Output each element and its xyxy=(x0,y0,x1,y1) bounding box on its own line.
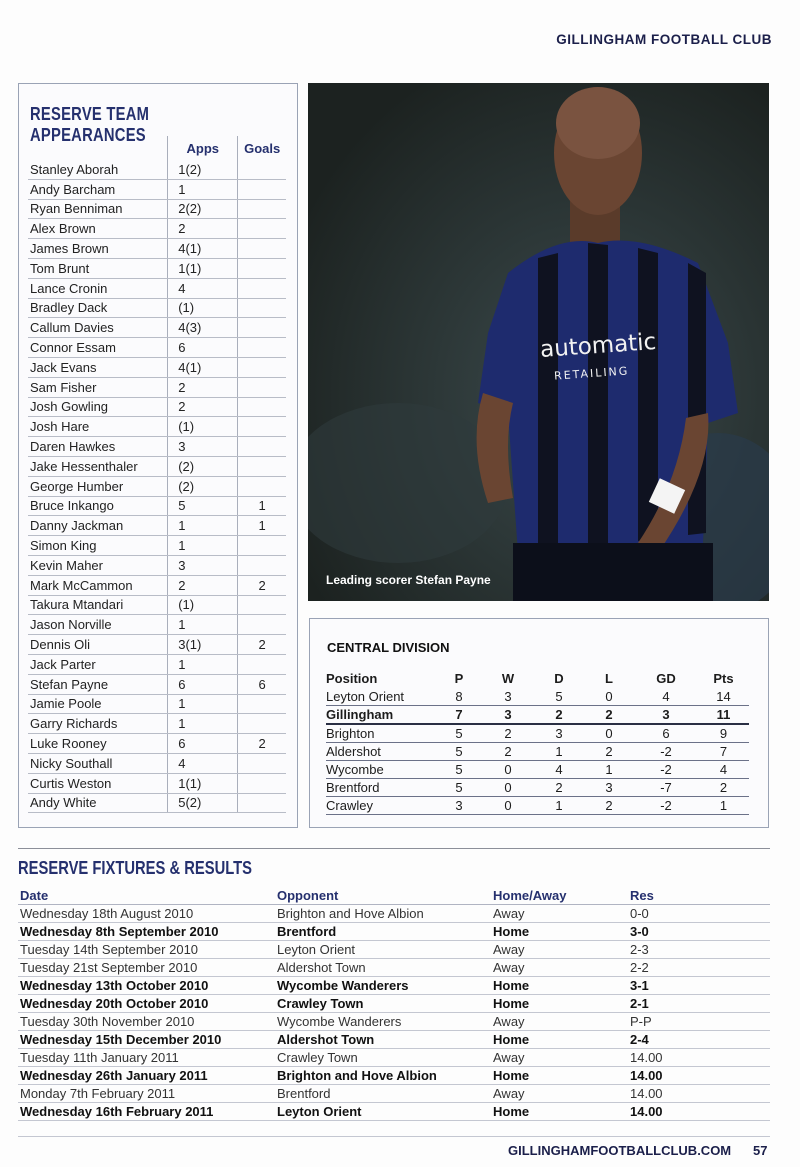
table-row xyxy=(18,1049,770,1067)
fixtures-header-res: Res xyxy=(628,886,770,905)
table-row xyxy=(28,258,286,278)
league-l: 3 xyxy=(584,779,634,797)
player-goals xyxy=(238,456,286,476)
player-name: Curtis Weston xyxy=(28,773,168,793)
fixture-date: Wednesday 16th February 2011 xyxy=(18,1103,275,1121)
fixture-venue: Home xyxy=(491,1067,628,1085)
player-name: Daren Hawkes xyxy=(28,437,168,457)
table-row xyxy=(326,724,749,743)
player-name: James Brown xyxy=(28,239,168,259)
table-row xyxy=(18,1085,770,1103)
league-d: 1 xyxy=(534,743,584,761)
player-name: Josh Hare xyxy=(28,417,168,437)
table-row xyxy=(18,959,770,977)
table-row xyxy=(28,239,286,259)
league-w: 2 xyxy=(482,743,534,761)
player-goals xyxy=(238,239,286,259)
league-w: 0 xyxy=(482,797,534,815)
table-row xyxy=(28,615,286,635)
fixture-result: P-P xyxy=(628,1013,770,1031)
fixture-date: Monday 7th February 2011 xyxy=(18,1085,275,1103)
fixture-result: 2-3 xyxy=(628,941,770,959)
player-apps: 2 xyxy=(168,377,238,397)
fixture-result: 14.00 xyxy=(628,1049,770,1067)
player-name: Ryan Benniman xyxy=(28,199,168,219)
league-d: 4 xyxy=(534,761,584,779)
table-row xyxy=(326,761,749,779)
table-row xyxy=(326,688,749,706)
player-goals xyxy=(238,219,286,239)
footer-divider xyxy=(18,1136,770,1137)
player-goals xyxy=(238,694,286,714)
sponsor-text: automatic xyxy=(539,328,658,364)
fixtures-table xyxy=(18,886,770,1121)
table-row xyxy=(28,179,286,199)
player-name: George Humber xyxy=(28,476,168,496)
league-l: 2 xyxy=(584,743,634,761)
league-pts: 2 xyxy=(698,779,749,797)
league-pts: 14 xyxy=(698,688,749,706)
player-apps: 6 xyxy=(168,338,238,358)
table-row xyxy=(28,357,286,377)
fixture-result: 2-1 xyxy=(628,995,770,1013)
league-l: 2 xyxy=(584,706,634,725)
fixture-result: 2-2 xyxy=(628,959,770,977)
player-apps: 3 xyxy=(168,555,238,575)
league-body xyxy=(326,688,749,815)
player-name: Bradley Dack xyxy=(28,298,168,318)
table-row xyxy=(28,753,286,773)
player-name: Stefan Payne xyxy=(28,674,168,694)
appearances-table xyxy=(28,136,286,813)
fixtures-body xyxy=(18,905,770,1121)
fixture-result: 2-4 xyxy=(628,1031,770,1049)
fixture-result: 14.00 xyxy=(628,1085,770,1103)
player-apps: 1(1) xyxy=(168,773,238,793)
sponsor-subtext: RETAILING xyxy=(553,364,630,383)
fixture-date: Wednesday 26th January 2011 xyxy=(18,1067,275,1085)
league-p: 5 xyxy=(436,761,482,779)
player-goals xyxy=(238,397,286,417)
player-goals xyxy=(238,753,286,773)
player-goals: 1 xyxy=(238,516,286,536)
fixture-venue: Home xyxy=(491,977,628,995)
player-name: Danny Jackman xyxy=(28,516,168,536)
table-row xyxy=(18,941,770,959)
league-d: 3 xyxy=(534,724,584,743)
table-row xyxy=(28,476,286,496)
league-w: 2 xyxy=(482,724,534,743)
league-l: 2 xyxy=(584,797,634,815)
player-apps: 1 xyxy=(168,694,238,714)
fixture-opponent: Aldershot Town xyxy=(275,959,491,977)
player-goals xyxy=(238,160,286,179)
fixture-opponent: Leyton Orient xyxy=(275,941,491,959)
table-row xyxy=(326,797,749,815)
apps-header-apps: Apps xyxy=(168,136,238,160)
player-goals xyxy=(238,179,286,199)
league-p: 8 xyxy=(436,688,482,706)
fixture-venue: Home xyxy=(491,1103,628,1121)
fixture-result: 14.00 xyxy=(628,1103,770,1121)
table-row xyxy=(28,734,286,754)
fixture-opponent: Aldershot Town xyxy=(275,1031,491,1049)
league-panel xyxy=(309,618,769,828)
player-apps: 1 xyxy=(168,615,238,635)
player-goals xyxy=(238,654,286,674)
fixture-opponent: Brighton and Hove Albion xyxy=(275,905,491,923)
fixture-date: Wednesday 18th August 2010 xyxy=(18,905,275,923)
player-name: Jamie Poole xyxy=(28,694,168,714)
table-row xyxy=(28,516,286,536)
league-p: 7 xyxy=(436,706,482,725)
league-pts: 11 xyxy=(698,706,749,725)
player-goals xyxy=(238,714,286,734)
player-apps: 1 xyxy=(168,654,238,674)
league-header-d: D xyxy=(554,671,564,686)
player-apps: 6 xyxy=(168,674,238,694)
player-apps: 2 xyxy=(168,575,238,595)
league-pts: 7 xyxy=(698,743,749,761)
league-header-p: P xyxy=(454,671,464,686)
league-gd: -2 xyxy=(634,761,698,779)
league-d: 2 xyxy=(534,706,584,725)
player-name: Tom Brunt xyxy=(28,258,168,278)
player-goals: 2 xyxy=(238,635,286,655)
player-photo xyxy=(308,83,769,601)
player-goals xyxy=(238,377,286,397)
player-goals xyxy=(238,278,286,298)
fixture-venue: Away xyxy=(491,1013,628,1031)
table-row xyxy=(28,674,286,694)
fixture-date: Tuesday 30th November 2010 xyxy=(18,1013,275,1031)
table-row xyxy=(28,793,286,813)
table-row xyxy=(28,160,286,179)
fixture-venue: Away xyxy=(491,941,628,959)
league-header-l: L xyxy=(605,671,613,686)
player-goals: 6 xyxy=(238,674,286,694)
player-goals xyxy=(238,417,286,437)
player-name: Dennis Oli xyxy=(28,635,168,655)
player-goals xyxy=(238,318,286,338)
table-row xyxy=(326,743,749,761)
league-gd: 4 xyxy=(634,688,698,706)
league-p: 5 xyxy=(436,724,482,743)
player-apps: 1 xyxy=(168,516,238,536)
league-pts: 4 xyxy=(698,761,749,779)
player-goals xyxy=(238,437,286,457)
table-row xyxy=(28,417,286,437)
fixture-result: 3-0 xyxy=(628,923,770,941)
player-goals xyxy=(238,258,286,278)
league-header-gd: GD xyxy=(656,671,676,686)
fixture-opponent: Wycombe Wanderers xyxy=(275,977,491,995)
table-row xyxy=(28,595,286,615)
league-team: Brighton xyxy=(326,724,436,743)
table-row xyxy=(18,923,770,941)
league-w: 0 xyxy=(482,779,534,797)
league-l: 0 xyxy=(584,724,634,743)
league-gd: -2 xyxy=(634,743,698,761)
table-row xyxy=(28,654,286,674)
table-row xyxy=(28,338,286,358)
fixtures-header-opponent: Opponent xyxy=(275,886,491,905)
player-name: Jack Parter xyxy=(28,654,168,674)
player-goals xyxy=(238,357,286,377)
appearances-body xyxy=(28,160,286,813)
league-d: 5 xyxy=(534,688,584,706)
table-row xyxy=(28,714,286,734)
table-row xyxy=(18,905,770,923)
fixture-venue: Home xyxy=(491,1031,628,1049)
player-name: Alex Brown xyxy=(28,219,168,239)
fixture-date: Tuesday 14th September 2010 xyxy=(18,941,275,959)
table-row xyxy=(28,694,286,714)
player-name: Takura Mtandari xyxy=(28,595,168,615)
table-row xyxy=(28,199,286,219)
league-d: 2 xyxy=(534,779,584,797)
table-row xyxy=(28,437,286,457)
player-apps: 4 xyxy=(168,753,238,773)
league-team: Wycombe xyxy=(326,761,436,779)
league-p: 3 xyxy=(436,797,482,815)
league-team: Aldershot xyxy=(326,743,436,761)
player-apps: 1(2) xyxy=(168,160,238,179)
player-apps: (1) xyxy=(168,298,238,318)
player-name: Andy White xyxy=(28,793,168,813)
player-name: Jake Hessenthaler xyxy=(28,456,168,476)
player-name: Josh Gowling xyxy=(28,397,168,417)
player-goals xyxy=(238,338,286,358)
player-goals xyxy=(238,476,286,496)
photo-caption: Leading scorer Stefan Payne xyxy=(326,573,491,587)
table-row xyxy=(18,1067,770,1085)
league-header-pts: Pts xyxy=(713,671,734,686)
fixture-venue: Home xyxy=(491,995,628,1013)
fixtures-title: RESERVE FIXTURES & RESULTS xyxy=(18,858,253,878)
fixture-opponent: Crawley Town xyxy=(275,995,491,1013)
player-goals: 2 xyxy=(238,575,286,595)
league-header-team: Position xyxy=(326,671,378,686)
table-row xyxy=(28,397,286,417)
player-goals xyxy=(238,536,286,556)
league-d: 1 xyxy=(534,797,584,815)
fixture-venue: Away xyxy=(491,1085,628,1103)
apps-header-goals: Goals xyxy=(238,136,286,160)
player-goals xyxy=(238,298,286,318)
table-row xyxy=(28,219,286,239)
league-table xyxy=(326,669,749,815)
fixture-result: 14.00 xyxy=(628,1067,770,1085)
player-goals xyxy=(238,595,286,615)
fixture-venue: Away xyxy=(491,905,628,923)
league-l: 1 xyxy=(584,761,634,779)
league-team: Crawley xyxy=(326,797,436,815)
section-divider xyxy=(18,848,770,849)
player-apps: 5(2) xyxy=(168,793,238,813)
player-apps: 4(1) xyxy=(168,357,238,377)
player-apps: 1 xyxy=(168,536,238,556)
fixture-opponent: Crawley Town xyxy=(275,1049,491,1067)
fixture-opponent: Leyton Orient xyxy=(275,1103,491,1121)
table-row xyxy=(28,536,286,556)
player-apps: 1 xyxy=(168,179,238,199)
player-name: Jason Norville xyxy=(28,615,168,635)
player-apps: 5 xyxy=(168,496,238,516)
table-row xyxy=(326,779,749,797)
league-header-w: W xyxy=(501,671,515,686)
fixture-date: Wednesday 20th October 2010 xyxy=(18,995,275,1013)
player-goals: 2 xyxy=(238,734,286,754)
player-illustration xyxy=(308,83,769,601)
table-row xyxy=(28,773,286,793)
fixture-result: 3-1 xyxy=(628,977,770,995)
table-row xyxy=(18,995,770,1013)
player-apps: 4 xyxy=(168,278,238,298)
league-w: 0 xyxy=(482,761,534,779)
fixture-venue: Home xyxy=(491,923,628,941)
league-team: Gillingham xyxy=(326,706,436,725)
player-name: Luke Rooney xyxy=(28,734,168,754)
player-apps: 2 xyxy=(168,397,238,417)
fixture-date: Tuesday 11th January 2011 xyxy=(18,1049,275,1067)
fixture-date: Wednesday 8th September 2010 xyxy=(18,923,275,941)
player-name: Jack Evans xyxy=(28,357,168,377)
table-row xyxy=(28,456,286,476)
league-gd: 6 xyxy=(634,724,698,743)
footer-website: GILLINGHAMFOOTBALLCLUB.COM xyxy=(508,1143,732,1158)
appearances-title: RESERVE TEAM APPEARANCES xyxy=(30,104,150,145)
player-name: Kevin Maher xyxy=(28,555,168,575)
league-gd: -7 xyxy=(634,779,698,797)
table-row xyxy=(28,298,286,318)
fixture-date: Wednesday 13th October 2010 xyxy=(18,977,275,995)
fixture-result: 0-0 xyxy=(628,905,770,923)
league-pts: 1 xyxy=(698,797,749,815)
player-goals xyxy=(238,199,286,219)
league-w: 3 xyxy=(482,688,534,706)
league-title: CENTRAL DIVISION xyxy=(327,640,450,655)
fixture-opponent: Brentford xyxy=(275,1085,491,1103)
table-row xyxy=(28,377,286,397)
player-name: Nicky Southall xyxy=(28,753,168,773)
player-apps: (2) xyxy=(168,476,238,496)
player-apps: 2(2) xyxy=(168,199,238,219)
player-apps: (1) xyxy=(168,417,238,437)
league-l: 0 xyxy=(584,688,634,706)
league-gd: 3 xyxy=(634,706,698,725)
player-name: Simon King xyxy=(28,536,168,556)
page-number: 57 xyxy=(753,1143,768,1158)
player-apps: 3 xyxy=(168,437,238,457)
league-team: Brentford xyxy=(326,779,436,797)
league-team: Leyton Orient xyxy=(326,688,436,706)
player-name: Garry Richards xyxy=(28,714,168,734)
league-gd: -2 xyxy=(634,797,698,815)
appearances-panel xyxy=(18,83,298,828)
fixtures-header-venue: Home/Away xyxy=(491,886,628,905)
table-row xyxy=(28,575,286,595)
table-row xyxy=(18,977,770,995)
player-name: Andy Barcham xyxy=(28,179,168,199)
fixture-opponent: Brighton and Hove Albion xyxy=(275,1067,491,1085)
player-apps: 4(3) xyxy=(168,318,238,338)
player-apps: 3(1) xyxy=(168,635,238,655)
player-apps: 1 xyxy=(168,714,238,734)
player-apps: (2) xyxy=(168,456,238,476)
player-name: Lance Cronin xyxy=(28,278,168,298)
player-apps: 4(1) xyxy=(168,239,238,259)
apps-header-name xyxy=(28,136,168,160)
table-row xyxy=(28,318,286,338)
player-goals xyxy=(238,793,286,813)
player-name: Mark McCammon xyxy=(28,575,168,595)
table-row xyxy=(28,555,286,575)
player-name: Sam Fisher xyxy=(28,377,168,397)
table-row xyxy=(18,1031,770,1049)
player-name: Callum Davies xyxy=(28,318,168,338)
player-goals xyxy=(238,773,286,793)
player-apps: (1) xyxy=(168,595,238,615)
table-row xyxy=(18,1103,770,1121)
fixture-opponent: Brentford xyxy=(275,923,491,941)
table-row xyxy=(28,278,286,298)
player-name: Stanley Aborah xyxy=(28,160,168,179)
player-apps: 2 xyxy=(168,219,238,239)
player-name: Connor Essam xyxy=(28,338,168,358)
table-row xyxy=(28,635,286,655)
player-name: Bruce Inkango xyxy=(28,496,168,516)
fixture-date: Tuesday 21st September 2010 xyxy=(18,959,275,977)
table-row xyxy=(28,496,286,516)
table-row xyxy=(18,1013,770,1031)
table-row xyxy=(326,706,749,725)
player-apps: 6 xyxy=(168,734,238,754)
league-p: 5 xyxy=(436,743,482,761)
player-goals xyxy=(238,615,286,635)
fixture-opponent: Wycombe Wanderers xyxy=(275,1013,491,1031)
league-p: 5 xyxy=(436,779,482,797)
fixture-venue: Away xyxy=(491,1049,628,1067)
player-apps: 1(1) xyxy=(168,258,238,278)
league-w: 3 xyxy=(482,706,534,725)
fixture-date: Wednesday 15th December 2010 xyxy=(18,1031,275,1049)
fixture-venue: Away xyxy=(491,959,628,977)
player-goals: 1 xyxy=(238,496,286,516)
club-header: GILLINGHAM FOOTBALL CLUB xyxy=(556,32,772,47)
fixtures-header-date: Date xyxy=(18,886,275,905)
league-pts: 9 xyxy=(698,724,749,743)
player-goals xyxy=(238,555,286,575)
